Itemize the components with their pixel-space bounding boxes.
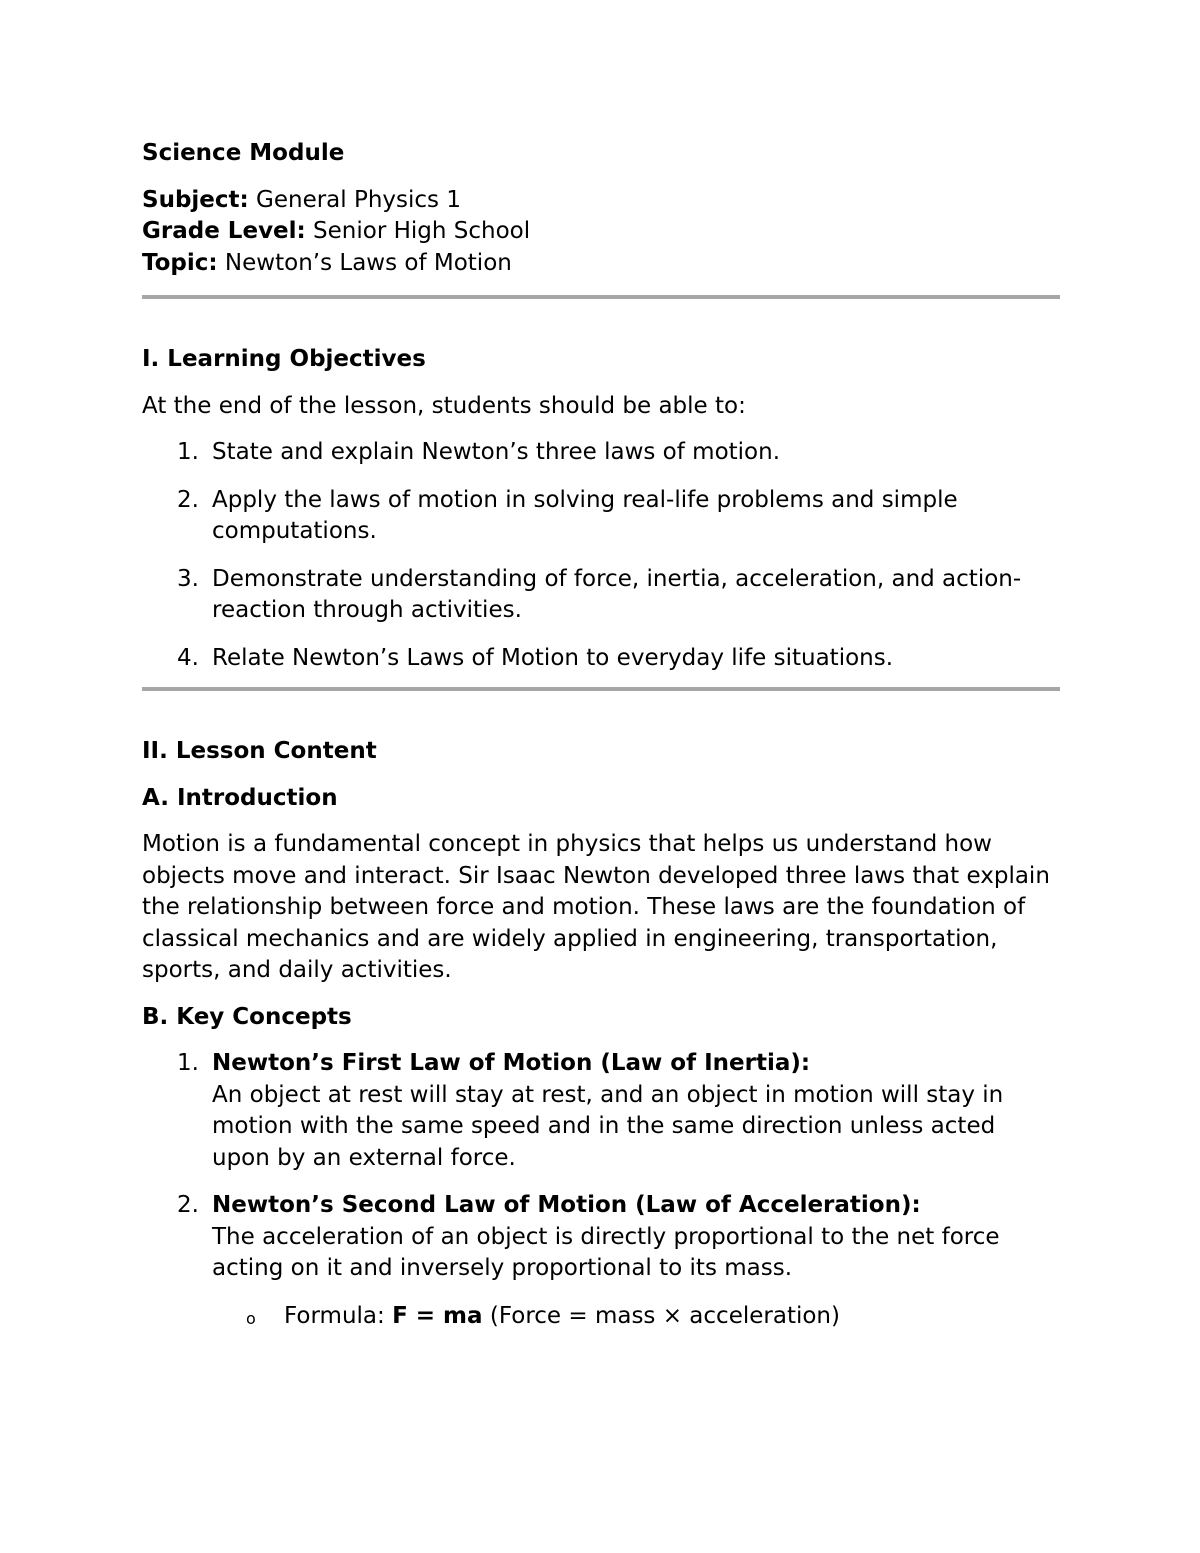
objective-text: State and explain Newton’s three laws of motion. bbox=[212, 439, 781, 465]
objective-number: 3. bbox=[177, 565, 199, 592]
grade-label: Grade Level: bbox=[142, 218, 306, 244]
introduction-paragraph: Motion is a fundamental concept in physics that helps us understand how objects move and interact. Sir Isaac Newton developed three laws that explain the relationship between force and motion. These laws are the foundation of classical mechanics and are widely applied in engineering, transportation, sports, and daily activities. bbox=[142, 831, 1050, 983]
formula-explanation: (Force = mass × acceleration) bbox=[482, 1302, 840, 1329]
objectives-list bbox=[142, 437, 1060, 674]
subject-line bbox=[142, 185, 1060, 217]
formula-equation: F = ma bbox=[392, 1302, 483, 1329]
laws-list bbox=[142, 1048, 1060, 1285]
law-item bbox=[142, 1190, 1060, 1285]
law-number: 1. bbox=[177, 1050, 199, 1076]
law-item bbox=[142, 1048, 1060, 1174]
subject-label: Subject: bbox=[142, 186, 249, 213]
section-divider bbox=[142, 687, 1060, 691]
document-title: Science Module bbox=[142, 140, 345, 166]
objective-item bbox=[142, 437, 1060, 469]
grade-value: Senior High School bbox=[305, 218, 531, 244]
topic-label: Topic: bbox=[142, 249, 218, 276]
formula-bullet bbox=[142, 1301, 1060, 1333]
objective-text: Demonstrate understanding of force, inertia, acceleration, and action-reaction through activities. bbox=[212, 565, 1022, 623]
document-page bbox=[142, 138, 1060, 1332]
grade-line bbox=[142, 216, 1060, 248]
objective-number: 2. bbox=[177, 486, 199, 513]
key-concepts-heading: B. Key Concepts bbox=[142, 1003, 352, 1030]
section-divider bbox=[142, 295, 1060, 299]
objective-item bbox=[142, 564, 1060, 627]
law-title: Newton’s First Law of Motion (Law of Inertia): bbox=[212, 1050, 811, 1076]
law-text: An object at rest will stay at rest, and an object in motion will stay in motion with the same speed and in the same direction unless acted upon by an external force. bbox=[212, 1081, 1004, 1171]
formula-prefix: Formula: bbox=[284, 1302, 393, 1329]
topic-value: Newton’s Laws of Motion bbox=[217, 249, 512, 276]
law-title: Newton’s Second Law of Motion (Law of Acceleration): bbox=[212, 1192, 921, 1218]
objective-text: Apply the laws of motion in solving real-life problems and simple computations. bbox=[212, 486, 958, 544]
law-text: The acceleration of an object is directly proportional to the net force acting on it and inversely proportional to its mass. bbox=[212, 1223, 1000, 1281]
introduction-heading: A. Introduction bbox=[142, 784, 338, 811]
objective-item bbox=[142, 485, 1060, 548]
circle-bullet-icon: o bbox=[246, 1308, 256, 1328]
objective-item bbox=[142, 643, 1060, 675]
subject-value: General Physics 1 bbox=[248, 186, 461, 213]
objectives-heading: I. Learning Objectives bbox=[142, 346, 426, 372]
objective-text: Relate Newton’s Laws of Motion to everyday life situations. bbox=[212, 644, 894, 671]
objectives-intro: At the end of the lesson, students should be able to: bbox=[142, 392, 746, 419]
objective-number: 1. bbox=[177, 439, 199, 465]
objective-number: 4. bbox=[177, 644, 199, 671]
law-number: 2. bbox=[177, 1192, 199, 1218]
topic-line bbox=[142, 248, 1060, 280]
lesson-content-heading: II. Lesson Content bbox=[142, 738, 377, 764]
